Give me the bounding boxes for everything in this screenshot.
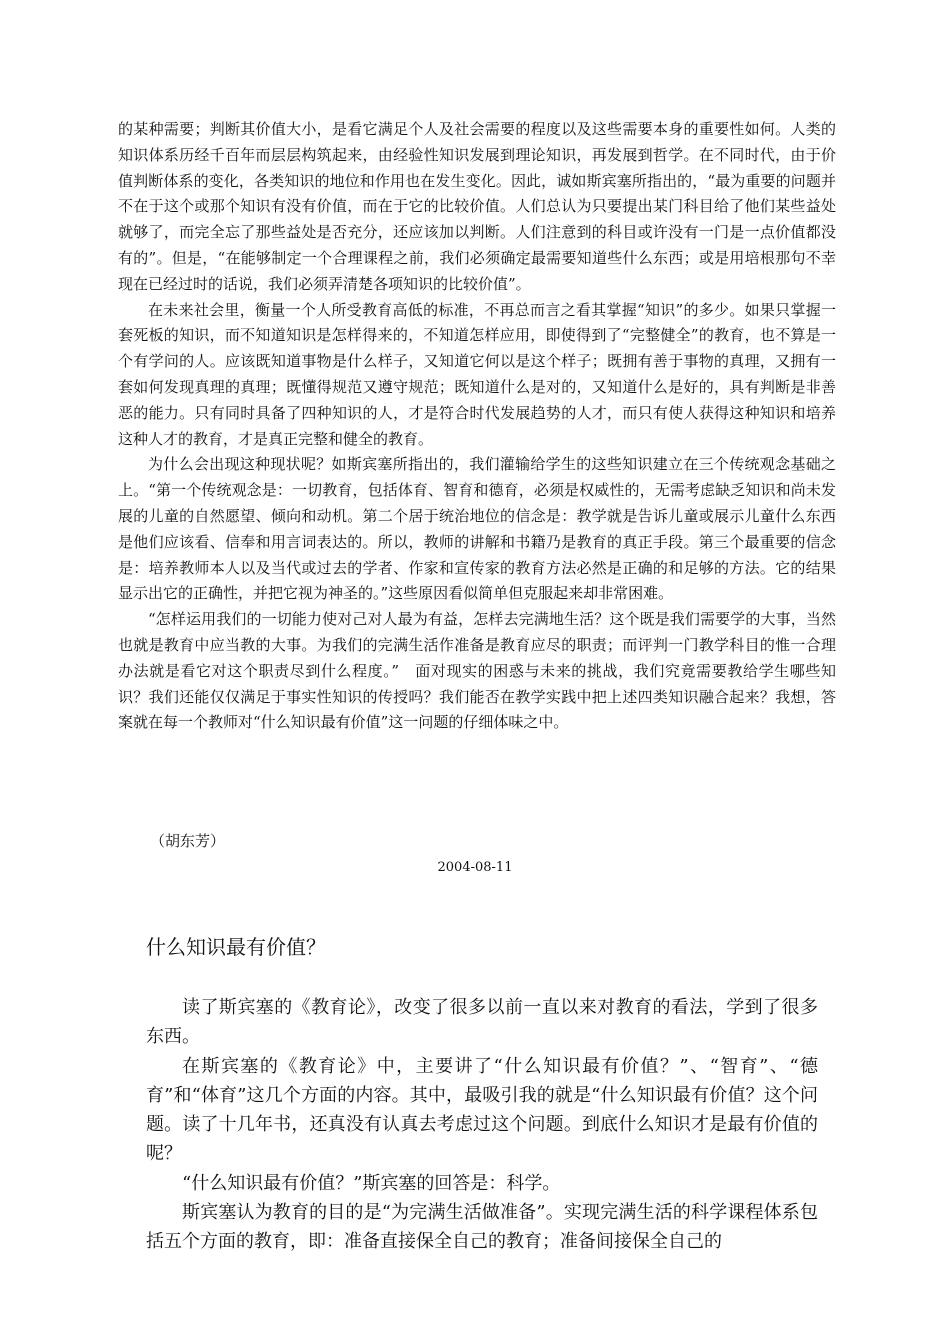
paragraph: 读了斯宾塞的《教育论》，改变了很多以前一直以来对教育的看法，学到了很多东西。 — [146, 997, 818, 1048]
paragraph: 斯宾塞认为教育的目的是“为完满生活做准备”。实现完满生活的科学课程体系包括五个方面的教育，即：准备直接保全自己的教育；准备间接保全自己的 — [146, 1202, 818, 1253]
author-name: （胡东芳） — [150, 832, 226, 850]
article-two-body — [146, 993, 818, 1257]
paragraph: “怎样运用我们的一切能力使对己对人最为有益，怎样去完满地生活？这个既是我们需要学的大事，当然也就是教育中应当教的大事。为我们的完满生活作准备是教育应尽的职责；而评判一门教学科目的惟一合理办法就是看它对这个职责尽到什么程度。” 面对现实的困惑与未来的挑战，我们究竟需要教给学生哪些知识？我们还能仅仅满足于事实性知识的传授吗？我们能否在教学实践中把上述四类知识融合起来？我想，答案就在每一个教师对“什么知识最有价值”这一问题的仔细体味之中。 — [118, 610, 836, 732]
publish-date: 2004-08-11 — [437, 860, 513, 875]
paragraph: “什么知识最有价值？”斯宾塞的回答是：科学。 — [182, 1172, 561, 1194]
article-two-title: 什么知识最有价值？ — [146, 935, 326, 959]
article-one-body — [118, 117, 836, 736]
paragraph: 在斯宾塞的《教育论》中，主要讲了“什么知识最有价值？”、“智育”、“德育”和“体育”这几个方面的内容。其中，最吸引我的就是“什么知识最有价值？这个问题。读了十几年书，还真没有认真去考虑过这个问题。到底什么知识才是最有价值的呢？ — [146, 1055, 818, 1165]
paragraph: 为什么会出现这种现状呢？如斯宾塞所指出的，我们灌输给学生的这些知识建立在三个传统观念基础之上。“第一个传统观念是：一切教育，包括体育、智育和德育，必须是权威性的，无需考虑缺乏知识和尚未发展的儿童的自然愿望、倾向和动机。第二个居于统治地位的信念是：教学就是告诉儿童或展示儿童什么东西是他们应该看、信奉和用言词表达的。所以，教师的讲解和书籍乃是教育的真正手段。第三个最重要的信念是：培养教师本人以及当代或过去的学者、作家和宣传家的教育方法必然是正确的和足够的方法。它的结果显示出它的正确性，并把它视为神圣的。”这些原因看似简单但克服起来却非常困难。 — [118, 455, 836, 603]
paragraph: 在未来社会里，衡量一个人所受教育高低的标准，不再总而言之看其掌握“知识”的多少。如果只掌握一套死板的知识，而不知道知识是怎样得来的，不知道怎样应用，即使得到了“完整健全”的教育，也不算是一个有学问的人。应该既知道事物是什么样子，又知道它何以是这个样子；既拥有善于事物的真理，又拥有一套如何发现真理的真理；既懂得规范又遵守规范；既知道什么是对的，又知道什么是好的，具有判断是非善恶的能力。只有同时具备了四种知识的人，才是符合时代发展趋势的人才，而只有使人获得这种知识和培养这种人才的教育，才是真正完整和健全的教育。 — [118, 300, 836, 448]
paragraph: 的某种需要；判断其价值大小，是看它满足个人及社会需要的程度以及这些需要本身的重要性如何。人类的知识体系历经千百年而层层构筑起来，由经验性知识发展到理论知识，再发展到哲学。在不同时代，由于价值判断体系的变化，各类知识的地位和作用也在发生变化。因此，诚如斯宾塞所指出的，“最为重要的问题并不在于这个或那个知识有没有价值，而在于它的比较价值。人们总认为只要提出某门科目给了他们某些益处就够了，而完全忘了那些益处是否充分，还应该加以判断。人们注意到的科目或许没有一门是一点价值都没有的”。但是，“在能够制定一个合理课程之前，我们必须确定最需要知道些什么东西；或是用培根那句不幸现在已经过时的话说，我们必须弄清楚各项知识的比较价值”。 — [118, 120, 836, 293]
